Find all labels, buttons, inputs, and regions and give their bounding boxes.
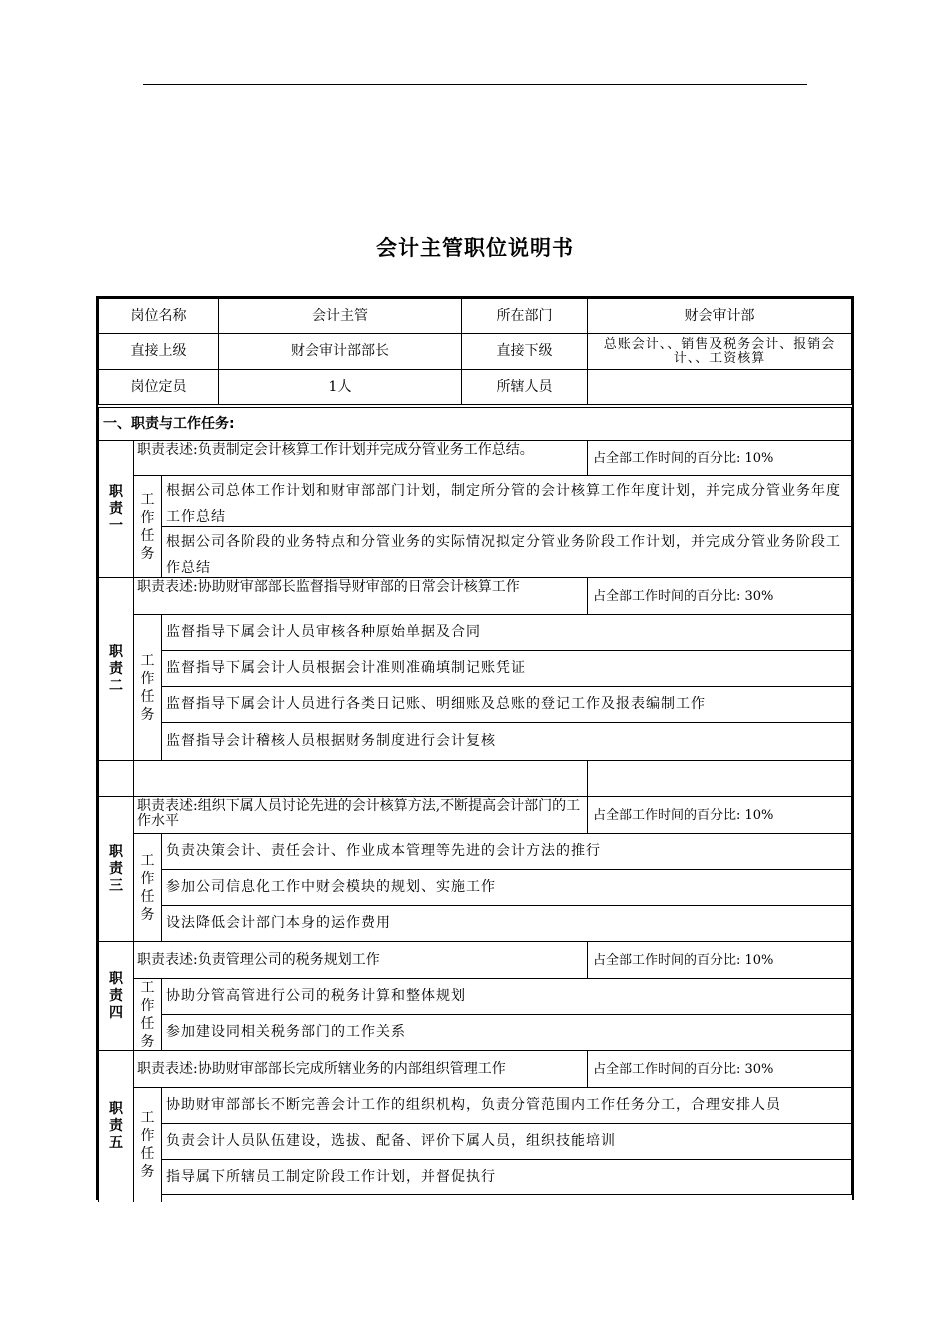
duty-3-task-3: 设法降低会计部门本身的运作费用 bbox=[161, 905, 852, 942]
duty-2-percentage: 占全部工作时间的百分比: 30% bbox=[587, 577, 852, 615]
value-staff bbox=[587, 369, 852, 405]
duty-2-task-4: 监督指导会计稽核人员根据财务制度进行会计复核 bbox=[161, 722, 852, 761]
duty-5-task-3: 指导属下所辖员工制定阶段工作计划，并督促执行 bbox=[161, 1159, 852, 1195]
duty-3-task-1: 负责决策会计、责任会计、作业成本管理等先进的会计方法的推行 bbox=[161, 833, 852, 870]
header-rule bbox=[143, 84, 807, 85]
section-title: 一、职责与工作任务: bbox=[98, 407, 852, 441]
table-border-right bbox=[852, 296, 854, 1200]
duty-2-label: 职责二 bbox=[98, 577, 134, 761]
label-headcount: 岗位定员 bbox=[98, 369, 219, 405]
value-department: 财会审计部 bbox=[587, 298, 852, 334]
label-supervisor: 直接上级 bbox=[98, 333, 219, 370]
duty-2-task-3: 监督指导下属会计人员进行各类日记账、明细账及总账的登记工作及报表编制工作 bbox=[161, 686, 852, 723]
duty-5-description: 职责表述:协助财审部部长完成所辖业务的内部组织管理工作 bbox=[133, 1050, 588, 1088]
value-supervisor: 财会审计部部长 bbox=[218, 333, 462, 370]
label-staff: 所辖人员 bbox=[461, 369, 588, 405]
duty-5-label: 职责五 bbox=[98, 1050, 134, 1202]
value-headcount: 1人 bbox=[218, 369, 462, 405]
duty-2-description: 职责表述:协助财审部部长监督指导财审部的日常会计核算工作 bbox=[133, 577, 588, 615]
duty-4-description: 职责表述:负责管理公司的税务规划工作 bbox=[133, 941, 588, 979]
duty-1-task-1: 根据公司总体工作计划和财审部部门计划，制定所分管的会计核算工作年度计划，并完成分管业务年度工作总结 bbox=[161, 475, 852, 527]
duty-2-task-label: 工作任务 bbox=[133, 614, 162, 761]
duty-1-description: 职责表述:负责制定会计核算工作计划并完成分管业务工作总结。 bbox=[133, 440, 588, 476]
duty-3-task-label: 工作任务 bbox=[133, 833, 162, 942]
label-subordinates: 直接下级 bbox=[461, 333, 588, 370]
blank-cell-2 bbox=[133, 760, 588, 797]
duty-1-percentage: 占全部工作时间的百分比: 10% bbox=[587, 440, 852, 476]
duty-5-percentage: 占全部工作时间的百分比: 30% bbox=[587, 1050, 852, 1088]
duty-5-task-2: 负责会计人员队伍建设，选拔、配备、评价下属人员，组织技能培训 bbox=[161, 1123, 852, 1160]
duty-3-task-2: 参加公司信息化工作中财会模块的规划、实施工作 bbox=[161, 869, 852, 906]
duty-3-description: 职责表述:组织下属人员讨论先进的会计核算方法,不断提高会计部门的工作水平 bbox=[133, 796, 588, 834]
duty-1-task-2: 根据公司各阶段的业务特点和分管业务的实际情况拟定分管业务阶段工作计划，并完成分管业务阶段工作总结 bbox=[161, 526, 852, 578]
duty-4-task-label: 工作任务 bbox=[133, 978, 162, 1051]
duty-5-task-label: 工作任务 bbox=[133, 1087, 162, 1202]
duty-2-task-1: 监督指导下属会计人员审核各种原始单据及合同 bbox=[161, 614, 852, 651]
document-title: 会计主管职位说明书 bbox=[376, 236, 574, 260]
duty-3-percentage: 占全部工作时间的百分比: 10% bbox=[587, 796, 852, 834]
duty-5-task-1: 协助财审部部长不断完善会计工作的组织机构，负责分管范围内工作任务分工，合理安排人员 bbox=[161, 1087, 852, 1124]
duty-4-task-1: 协助分管高管进行公司的税务计算和整体规划 bbox=[161, 978, 852, 1015]
duty-1-label: 职责一 bbox=[98, 440, 134, 578]
duty-4-percentage: 占全部工作时间的百分比: 10% bbox=[587, 941, 852, 979]
value-subordinates: 总账会计、、销售及税务会计、报销会计、、工资核算 bbox=[587, 333, 852, 370]
duty-2-task-2: 监督指导下属会计人员根据会计准则准确填制记账凭证 bbox=[161, 650, 852, 687]
label-position-name: 岗位名称 bbox=[98, 298, 219, 334]
duty-4-label: 职责四 bbox=[98, 941, 134, 1051]
blank-cell-3 bbox=[587, 760, 852, 797]
duty-3-label: 职责三 bbox=[98, 796, 134, 942]
blank-cell-1 bbox=[98, 760, 134, 797]
job-description-table bbox=[96, 296, 854, 1200]
label-department: 所在部门 bbox=[461, 298, 588, 334]
duty-1-task-label: 工作任务 bbox=[133, 475, 162, 578]
duty-4-task-2: 参加建设同相关税务部门的工作关系 bbox=[161, 1014, 852, 1051]
value-position-name: 会计主管 bbox=[218, 298, 462, 334]
